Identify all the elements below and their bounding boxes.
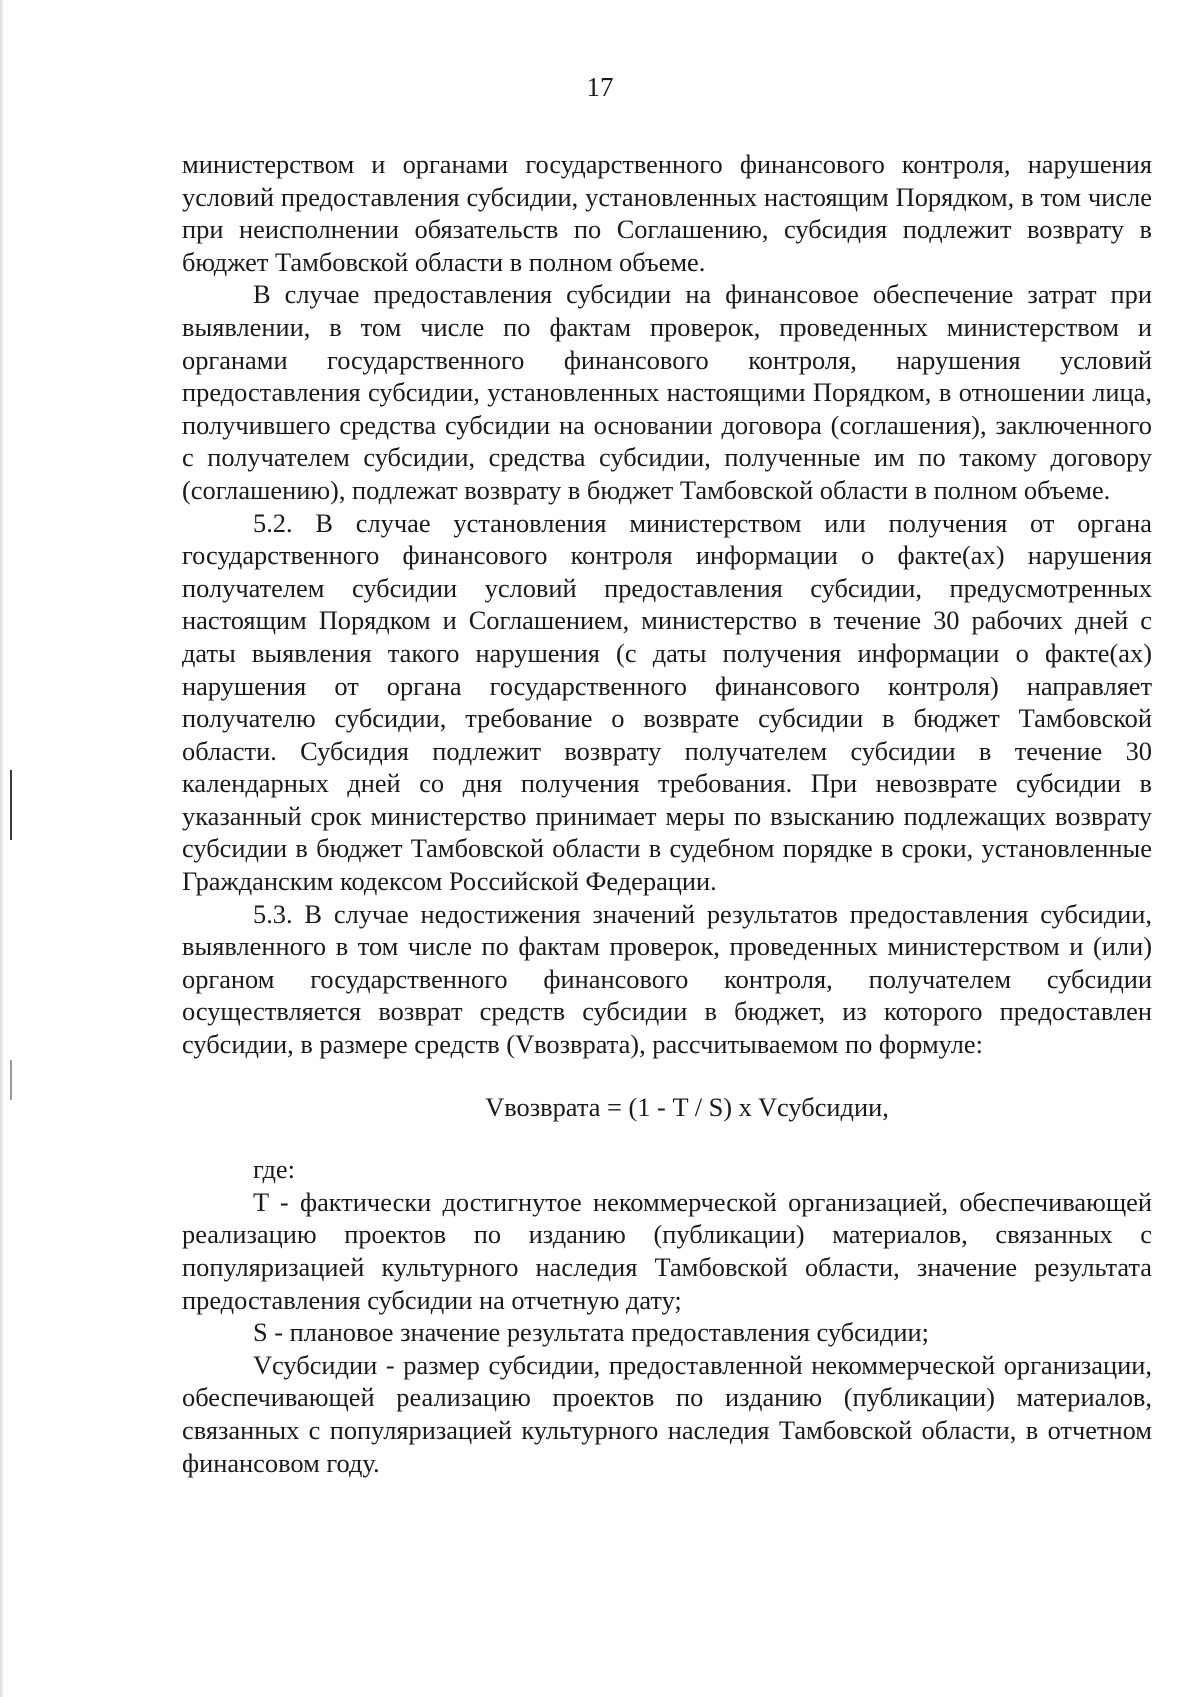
paragraph-continuation: министерством и органами государственного финансового контроля, нарушения условий предоставления субсидии, установленных настоящим Порядком, в том числе при неисполнении обязательств по Соглашению, субсидия подлежит возврату в бюджет Тамбовской области в полном объеме. (182, 149, 1152, 277)
document-body (182, 148, 1152, 1479)
paragraph-5-2: 5.2. В случае установления министерством или получения от органа государственного финансового контроля информации о факте(ах) нарушения получателем субсидии условий предоставления субсидии, предусмотренных настоящим Порядком и Соглашением, министерство в течение 30 рабочих дней с даты выявления такого нарушения (с даты получения информации о факте(ах) нарушения от органа государственного финансового контроля) направляет получателю субсидии, требование о возврате субсидии в бюджет Тамбовской области. Субсидия подлежит возврату получателем субсидии в течение 30 календарных дней со дня получения требования. При невозврате субсидии в указанный срок министерство принимает меры по взысканию подлежащих возврату субсидии в бюджет Тамбовской области в судебном порядке в сроки, установленные Гражданским кодексом Российской Федерации. (182, 507, 1152, 897)
where-label: где: (253, 1154, 295, 1185)
definition-t: T - фактически достигнутое некоммерческой организацией, обеспечивающей реализацию проектов по изданию (публикации) материалов, связанных с популяризацией культурного наследия Тамбовской области, значение результата предоставления субсидии на отчетную дату; (182, 1186, 1152, 1315)
page-number: 17 (586, 72, 614, 102)
scan-edge (0, 0, 4, 1697)
paragraph-subsidy-return: В случае предоставления субсидии на финансовое обеспечение затрат при выявлении, в том числе по фактам проверок, проведенных министерством и органами государственного финансового контроля, нарушения условий предоставления субсидии, установленных настоящими Порядком, в отношении лица, получившего средства субсидии на основании договора (соглашения), заключенного с получателем субсидии, средства субсидии, полученные им по такому договору (соглашению), подлежат возврату в бюджет Тамбовской области в полном объеме. (182, 279, 1152, 505)
paragraph-5-3: 5.3. В случае недостижения значений результатов предоставления субсидии, выявленного в том числе по фактам проверок, проведенных министерством и (или) органом государственного финансового контроля, получателем субсидии осуществляется возврат средств субсидии в бюджет, из которого предоставлен субсидии, в размере средств (Vвозврата), рассчитываемом по формуле: (182, 898, 1152, 1060)
scan-mark (10, 1060, 12, 1100)
return-formula: Vвозврата = (1 - T / S) x Vсубсидии, (485, 1091, 889, 1122)
definition-s: S - плановое значение результата предоставления субсидии; (253, 1317, 929, 1348)
scan-mark (10, 770, 12, 840)
definition-v: Vсубсидии - размер субсидии, предоставленной некоммерческой организации, обеспечивающей реализацию проектов по изданию (публикации) материалов, связанных с популяризацией культурного наследия Тамбовской области, в отчетном финансовом году. (182, 1349, 1152, 1478)
